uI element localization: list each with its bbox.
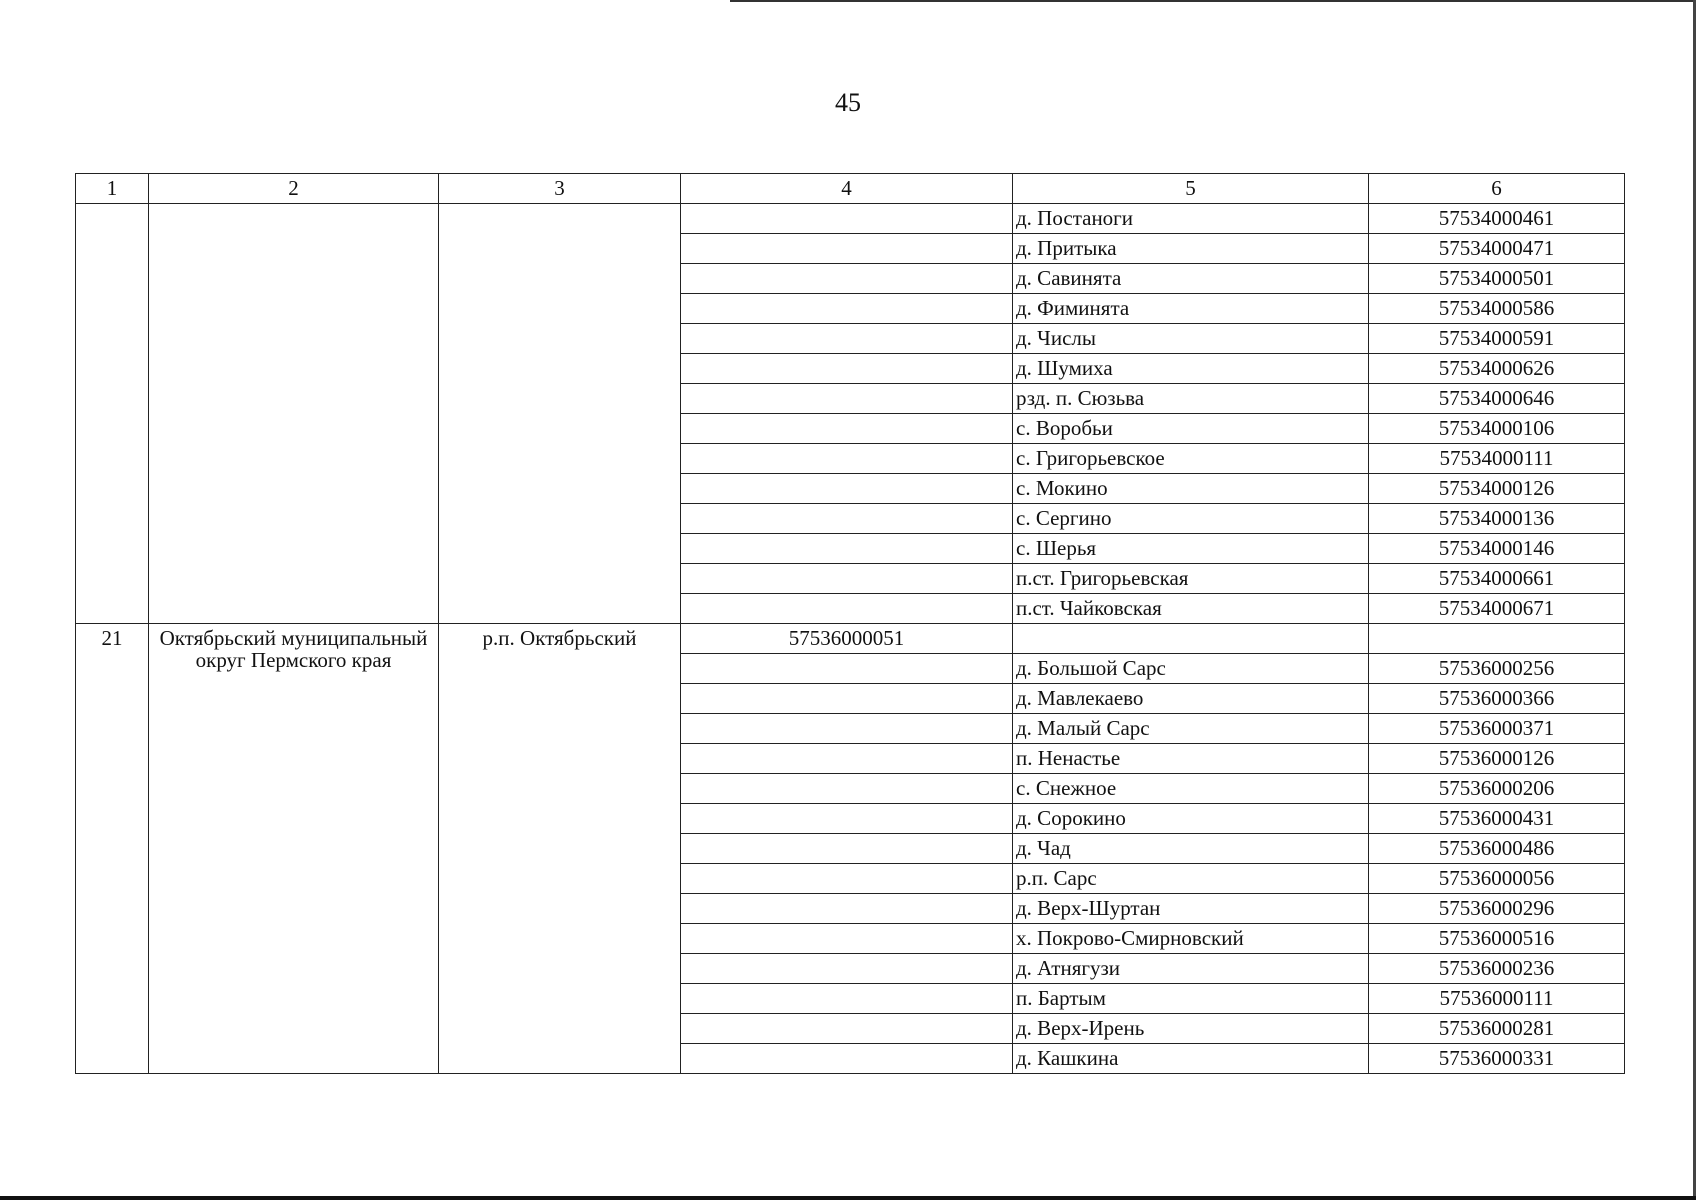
settlement-code: 57536000111	[1369, 984, 1625, 1014]
center-code-cell	[681, 444, 1013, 474]
settlement-code: 57536000126	[1369, 744, 1625, 774]
settlement-name: с. Воробьи	[1013, 414, 1369, 444]
settlement-name: д. Притыка	[1013, 234, 1369, 264]
settlement-code: 57534000661	[1369, 564, 1625, 594]
settlement-name: д. Верх-Ирень	[1013, 1014, 1369, 1044]
settlement-code: 57536000206	[1369, 774, 1625, 804]
settlement-code: 57534000591	[1369, 324, 1625, 354]
center-code-cell	[681, 594, 1013, 624]
center-code-cell	[681, 684, 1013, 714]
settlement-code: 57536000281	[1369, 1014, 1625, 1044]
column-header: 6	[1369, 174, 1625, 204]
settlement-code: 57536000331	[1369, 1044, 1625, 1074]
page-number: 45	[835, 88, 861, 117]
settlement-code: 57536000296	[1369, 894, 1625, 924]
settlement-code: 57536000516	[1369, 924, 1625, 954]
settlement-name: д. Савинята	[1013, 264, 1369, 294]
settlement-name: д. Мавлекаево	[1013, 684, 1369, 714]
table-row	[76, 624, 1625, 654]
center-code-cell	[681, 714, 1013, 744]
entry-number-cell	[76, 204, 149, 624]
table-row	[76, 204, 1625, 234]
center-code-cell	[681, 204, 1013, 234]
settlements-table	[75, 173, 1625, 1074]
municipality-cell	[149, 204, 439, 624]
settlement-name: с. Григорьевское	[1013, 444, 1369, 474]
center-code-cell	[681, 384, 1013, 414]
settlement-name: п. Бартым	[1013, 984, 1369, 1014]
settlement-name: с. Мокино	[1013, 474, 1369, 504]
settlement-code: 57534000461	[1369, 204, 1625, 234]
scan-edge-bottom	[0, 1196, 1696, 1200]
center-code: 57536000051	[681, 624, 1013, 654]
center-code-cell	[681, 924, 1013, 954]
settlement-code: 57536000256	[1369, 654, 1625, 684]
settlement-name: р.п. Сарс	[1013, 864, 1369, 894]
settlement-name: д. Атнягузи	[1013, 954, 1369, 984]
settlement-name: с. Сергино	[1013, 504, 1369, 534]
settlement-name: д. Верх-Шуртан	[1013, 894, 1369, 924]
settlement-name: д. Большой Сарс	[1013, 654, 1369, 684]
center-code-cell	[681, 564, 1013, 594]
settlement-code: 57534000671	[1369, 594, 1625, 624]
center-code-cell	[681, 864, 1013, 894]
settlement-name: д. Числы	[1013, 324, 1369, 354]
settlement-code: 57536000486	[1369, 834, 1625, 864]
settlement-name: рзд. п. Сюзьва	[1013, 384, 1369, 414]
settlement-code: 57536000236	[1369, 954, 1625, 984]
center-code-cell	[681, 954, 1013, 984]
center-code-cell	[681, 474, 1013, 504]
settlement-code: 57536000056	[1369, 864, 1625, 894]
settlement-code: 57534000126	[1369, 474, 1625, 504]
settlement-name: д. Кашкина	[1013, 1044, 1369, 1074]
settlement-name: д. Сорокино	[1013, 804, 1369, 834]
settlement-code: 57534000471	[1369, 234, 1625, 264]
center-code-cell	[681, 534, 1013, 564]
settlement-name: п.ст. Чайковская	[1013, 594, 1369, 624]
settlement-code: 57534000586	[1369, 294, 1625, 324]
settlement-name: д. Чад	[1013, 834, 1369, 864]
column-header: 2	[149, 174, 439, 204]
settlement-name: д. Шумиха	[1013, 354, 1369, 384]
settlement-name: с. Шерья	[1013, 534, 1369, 564]
center-code-cell	[681, 804, 1013, 834]
settlement-name: с. Снежное	[1013, 774, 1369, 804]
settlement-code: 57534000646	[1369, 384, 1625, 414]
settlement-code: 57536000366	[1369, 684, 1625, 714]
scan-edge-top	[730, 0, 1696, 2]
center-code-cell	[681, 354, 1013, 384]
entry-number: 21	[76, 624, 149, 1074]
settlement-name: д. Малый Сарс	[1013, 714, 1369, 744]
center-code-cell	[681, 894, 1013, 924]
settlement-code: 57536000371	[1369, 714, 1625, 744]
settlement-code: 57534000146	[1369, 534, 1625, 564]
center-code-cell	[681, 984, 1013, 1014]
settlement-name: п. Ненастье	[1013, 744, 1369, 774]
center-code-cell	[681, 414, 1013, 444]
settlement-code: 57534000106	[1369, 414, 1625, 444]
center-cell	[439, 204, 681, 624]
column-header: 5	[1013, 174, 1369, 204]
center-code-cell	[681, 1014, 1013, 1044]
column-header: 1	[76, 174, 149, 204]
center-code-cell	[681, 834, 1013, 864]
settlement-name: д. Фиминята	[1013, 294, 1369, 324]
settlement-name: д. Постаноги	[1013, 204, 1369, 234]
center-code-cell	[681, 744, 1013, 774]
center-code-cell	[681, 324, 1013, 354]
center-name: р.п. Октябрьский	[439, 624, 681, 1074]
table-body	[76, 174, 1625, 1074]
column-header: 3	[439, 174, 681, 204]
center-code-cell	[681, 234, 1013, 264]
header-row	[76, 174, 1625, 204]
center-code-cell	[681, 264, 1013, 294]
settlement-code: 57534000136	[1369, 504, 1625, 534]
column-header: 4	[681, 174, 1013, 204]
settlement-name: п.ст. Григорьевская	[1013, 564, 1369, 594]
center-code-cell	[681, 504, 1013, 534]
center-code-cell	[681, 1044, 1013, 1074]
settlement-code: 57534000626	[1369, 354, 1625, 384]
center-code-cell	[681, 654, 1013, 684]
municipality-name: Октябрьский муниципальный округ Пермского края	[149, 624, 439, 1074]
settlement-code	[1369, 624, 1625, 654]
settlement-name	[1013, 624, 1369, 654]
settlement-code: 57536000431	[1369, 804, 1625, 834]
center-code-cell	[681, 294, 1013, 324]
settlement-code: 57534000111	[1369, 444, 1625, 474]
settlement-name: х. Покрово-Смирновский	[1013, 924, 1369, 954]
center-code-cell	[681, 774, 1013, 804]
settlement-code: 57534000501	[1369, 264, 1625, 294]
